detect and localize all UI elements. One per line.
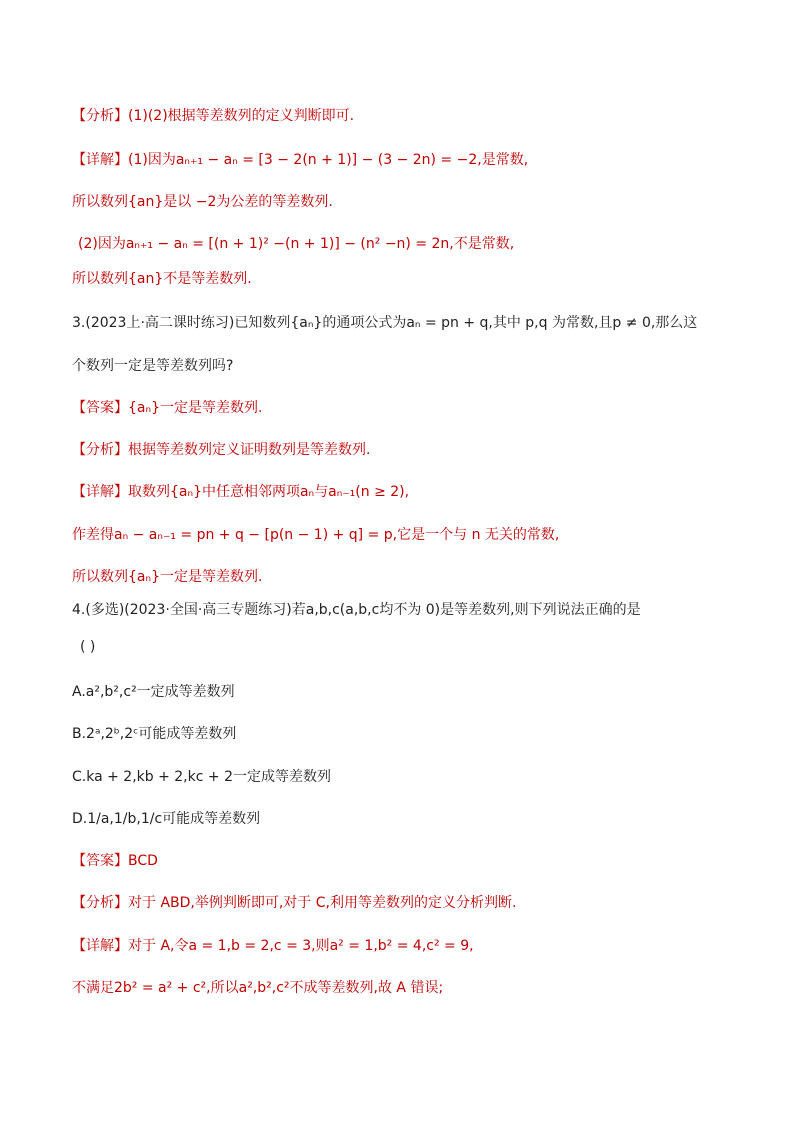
detail-q4-line-2: 不满足2b² = a² + c²,所以a²,b²,c²不成等差数列,故 A 错误; <box>72 980 444 996</box>
detail-line-3: (2)因为aₙ₊₁ − aₙ = [(n + 1)² −(n + 1)] − (n² −n) = 2n,不是常数, <box>78 236 515 252</box>
detail-line-2: 所以数列{an}是以 −2为公差的等差数列. <box>72 194 333 210</box>
question-4-line-1: 4.(多选)(2023·全国·高三专题练习)若a,b,c(a,b,c均不为 0)是等差数列,则下列说法正确的是 <box>72 602 641 618</box>
analysis-q3: 【分析】根据等差数列定义证明数列是等差数列. <box>72 442 371 458</box>
detail-line-4: 所以数列{an}不是等差数列. <box>72 271 252 287</box>
option-b: B.2ᵃ,2ᵇ,2ᶜ可能成等差数列 <box>72 726 237 742</box>
option-a: A.a²,b²,c²一定成等差数列 <box>72 684 235 700</box>
detail-q4-line-1: 【详解】对于 A,令a = 1,b = 2,c = 3,则a² = 1,b² = 4,c² = 9, <box>72 938 474 954</box>
option-c: C.ka + 2,kb + 2,kc + 2一定成等差数列 <box>72 769 331 785</box>
option-d: D.1/a,1/b,1/c可能成等差数列 <box>72 811 261 827</box>
question-3-line-1: 3.(2023上·高二课时练习)已知数列{aₙ}的通项公式为aₙ = pn + q,其中 p,q 为常数,且p ≠ 0,那么这 <box>72 315 698 331</box>
answer-q4: 【答案】BCD <box>72 853 158 869</box>
question-3-line-2: 个数列一定是等差数列吗? <box>72 358 234 374</box>
answer-q3: 【答案】{aₙ}一定是等差数列. <box>72 400 263 416</box>
detail-q3-line-3: 所以数列{aₙ}一定是等差数列. <box>72 569 263 585</box>
analysis-q4: 【分析】对于 ABD,举例判断即可,对于 C,利用等差数列的定义分析判断. <box>72 895 517 911</box>
detail-line-1: 【详解】(1)因为aₙ₊₁ − aₙ = [3 − 2(n + 1)] − (3 − 2n) = −2,是常数, <box>72 152 529 168</box>
question-4-blank: ( ) <box>80 639 96 655</box>
analysis-line-q2: 【分析】(1)(2)根据等差数列的定义判断即可. <box>72 108 355 124</box>
detail-q3-line-1: 【详解】取数列{aₙ}中任意相邻两项aₙ与aₙ₋₁(n ≥ 2), <box>72 484 410 500</box>
detail-q3-line-2: 作差得aₙ − aₙ₋₁ = pn + q − [p(n − 1) + q] = p,它是一个与 n 无关的常数, <box>72 527 560 543</box>
